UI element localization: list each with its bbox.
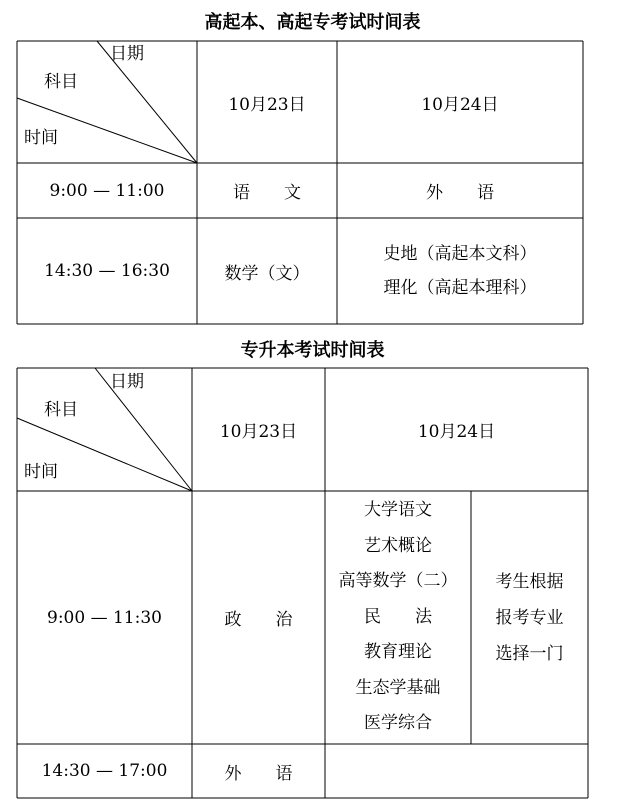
- table2-row2-day1-subject: 外 语: [224, 763, 293, 784]
- table2-subject-item: 大学语文: [364, 500, 432, 521]
- table2-subject-item: 民 法: [364, 606, 432, 627]
- table1-corner-subject: 科目: [44, 72, 78, 92]
- table1-title: 高起本、高起专考试时间表: [204, 12, 421, 33]
- table2-title: 专升本考试时间表: [240, 340, 385, 361]
- table1-row2-time: 14:30 — 16:30: [44, 261, 170, 281]
- table1-date-day1: 10月23日: [228, 94, 306, 115]
- table2-subject-item: 医学综合: [364, 713, 432, 734]
- table1-row2-day2-line: 史地（高起本文科）: [383, 244, 537, 264]
- table2-corner-subject: 科目: [44, 400, 78, 420]
- table2-date-day2: 10月24日: [417, 422, 496, 442]
- table2-subject-item: 高等数学（二）: [338, 571, 458, 592]
- table1-row1-day1-subject: 语 文: [233, 183, 301, 203]
- table2-note-line: 选择一门: [495, 643, 564, 664]
- table2-note-line: 报考专业: [495, 607, 564, 628]
- table1-corner-time: 时间: [24, 128, 58, 148]
- table2-date-day1: 10月23日: [219, 422, 298, 442]
- table2-row2-time: 14:30 — 17:00: [41, 761, 168, 781]
- table2-corner-time: 时间: [24, 462, 58, 482]
- table2-note-line: 考生根据: [495, 571, 564, 592]
- table2-row1-day2-note: [471, 491, 588, 744]
- table2-row1-time: 9:00 — 11:30: [47, 607, 162, 628]
- table2-subject-item: 艺术概论: [364, 535, 432, 556]
- table2-row2-day2-empty: [325, 744, 588, 798]
- table1-row2-day1-subject: 数学（文）: [224, 263, 310, 284]
- table1-row2-day2-subjects: [337, 218, 583, 324]
- table1-row1-day2-subject: 外 语: [426, 183, 494, 203]
- table1-row1-time: 9:00 — 11:00: [49, 180, 165, 201]
- table1-corner-date: 日期: [110, 44, 144, 64]
- table2-subject-item: 教育理论: [364, 642, 432, 663]
- table2-corner-date: 日期: [110, 372, 144, 392]
- table2-row1-day1-subject: 政 治: [224, 610, 293, 630]
- table1-row2-day2-line: 理化（高起本理科）: [383, 278, 537, 298]
- table1-date-day2: 10月24日: [421, 94, 499, 115]
- table2-row1-day2-subject-list: [325, 491, 471, 744]
- table2-subject-item: 生态学基础: [355, 677, 441, 698]
